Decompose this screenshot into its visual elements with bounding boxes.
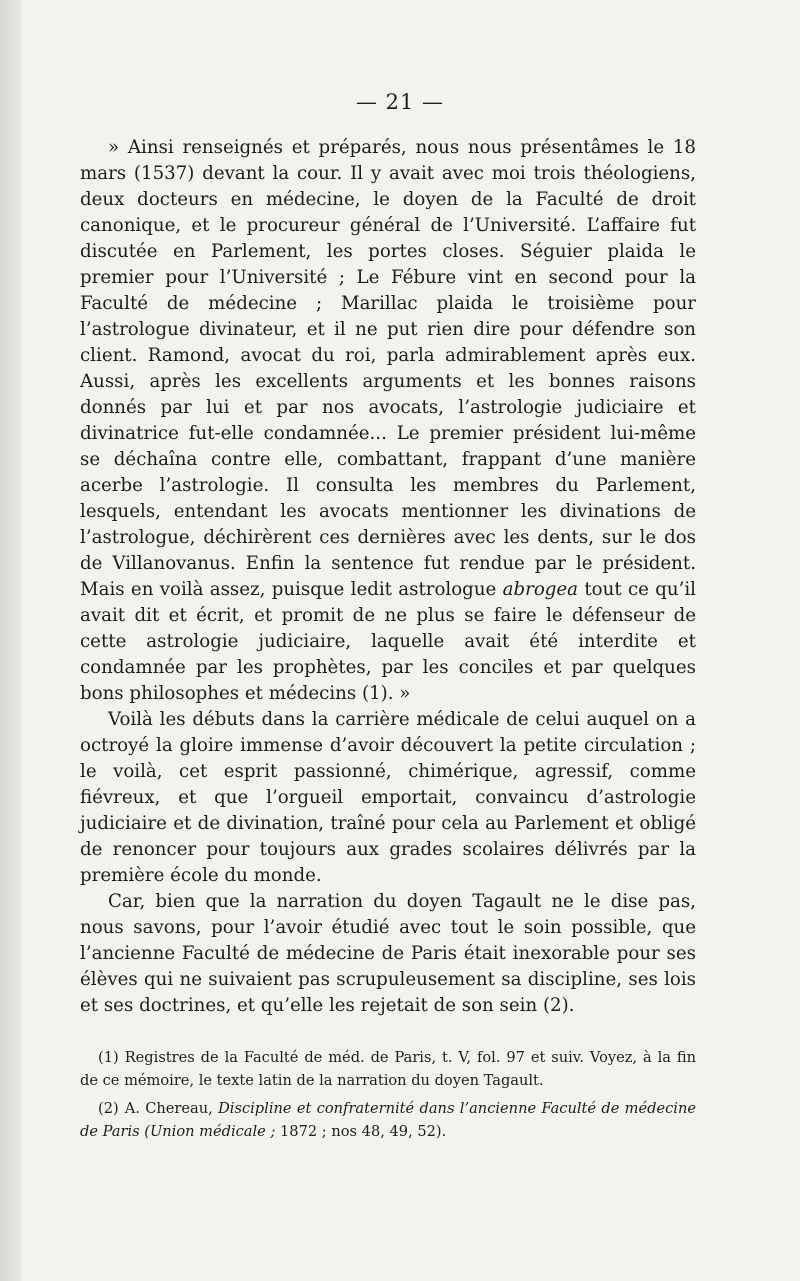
page-number: — 21 —: [355, 90, 445, 114]
footnote-1-number: (1): [98, 1049, 119, 1066]
italic-word: abrogea: [502, 579, 579, 600]
footnote-2-title: Discipline et confraternité dans l’ancienne Faculté de médecine de Paris: [80, 1100, 697, 1140]
footnote-2-journal: (Union médicale ;: [144, 1122, 276, 1140]
footnote-2-tail: 1872 ; nos 48, 49, 52).: [280, 1122, 447, 1140]
footnote-2-number: (2): [98, 1100, 119, 1117]
paragraph-1: [80, 135, 696, 707]
paragraph-1-tail: tout ce qu’il avait dit et écrit, et promit de ne plus se faire le défenseur de cette astrologie judiciaire, laquelle avait été interdite et condamnée par les prophètes, par les conciles et par quelques bons philosophes et médecins (1). »: [80, 579, 696, 704]
footnotes: [80, 1047, 696, 1149]
footnote-1: [80, 1047, 696, 1092]
main-text: [80, 135, 696, 1019]
page-binding-edge: [0, 0, 22, 1281]
footnote-2: [80, 1098, 696, 1143]
footnote-2-author: A. Chereau,: [124, 1100, 213, 1117]
paragraph-1-text: » Ainsi renseignés et préparés, nous nous présentâmes le 18 mars (1537) devant la cour. Il y avait avec moi trois théologiens, deux docteurs en médecine, le doyen de la Faculté de droit canonique, et le procureur général de l’Université. L’affaire fut discutée en Parlement, les portes closes. Séguier plaida le premier pour l’Université ; Le Fébure vint en second pour la Faculté de médecine ; Marillac plaida le troisième pour l’astrologue divinateur, et il ne put rien dire pour défendre son client. Ramond, avocat du roi, parla admirablement après eux. Aussi, après les excellents arguments et les bonnes raisons donnés par lui et par nos avocats, l’astrologie judiciaire et divinatrice fut-elle condamnée... Le premier président lui-même se déchaîna contre elle, combattant, frappant d’une manière acerbe l’astrologie. Il consulta les membres du Parlement, lesquels, entendant les avocats mentionner les divinations de l’astrologue, déchirèrent ces dernières avec les dents, sur le dos de Villanovanus. Enfin la sentence fut rendue par le président. Mais en voilà assez, puisque ledit astrologue: [80, 137, 696, 600]
paragraph-2: Voilà les débuts dans la carrière médicale de celui auquel on a octroyé la gloire immense d’avoir découvert la petite circulation ; le voilà, cet esprit passionné, chimérique, agressif, comme fiévreux, et que l’orgueil emportait, convaincu d’astrologie judiciaire et de divination, traîné pour cela au Parlement et obligé de renoncer pour toujours aux grades scolaires délivrés par la première école du monde.: [80, 709, 696, 886]
paragraph-3: Car, bien que la narration du doyen Tagault ne le dise pas, nous savons, pour l’avoir étudié avec tout le soin possible, que l’ancienne Faculté de médecine de Paris était inexorable pour ses élèves qui ne suivaient pas scrupuleusement sa discipline, ses lois et ses doctrines, et qu’elle les rejetait de son sein (2).: [80, 891, 696, 1016]
footnote-1-text: Registres de la Faculté de méd. de Paris, t. V, fol. 97 et suiv. Voyez, à la fin de ce mémoire, le texte latin de la narration du doyen Tagault.: [80, 1049, 696, 1089]
